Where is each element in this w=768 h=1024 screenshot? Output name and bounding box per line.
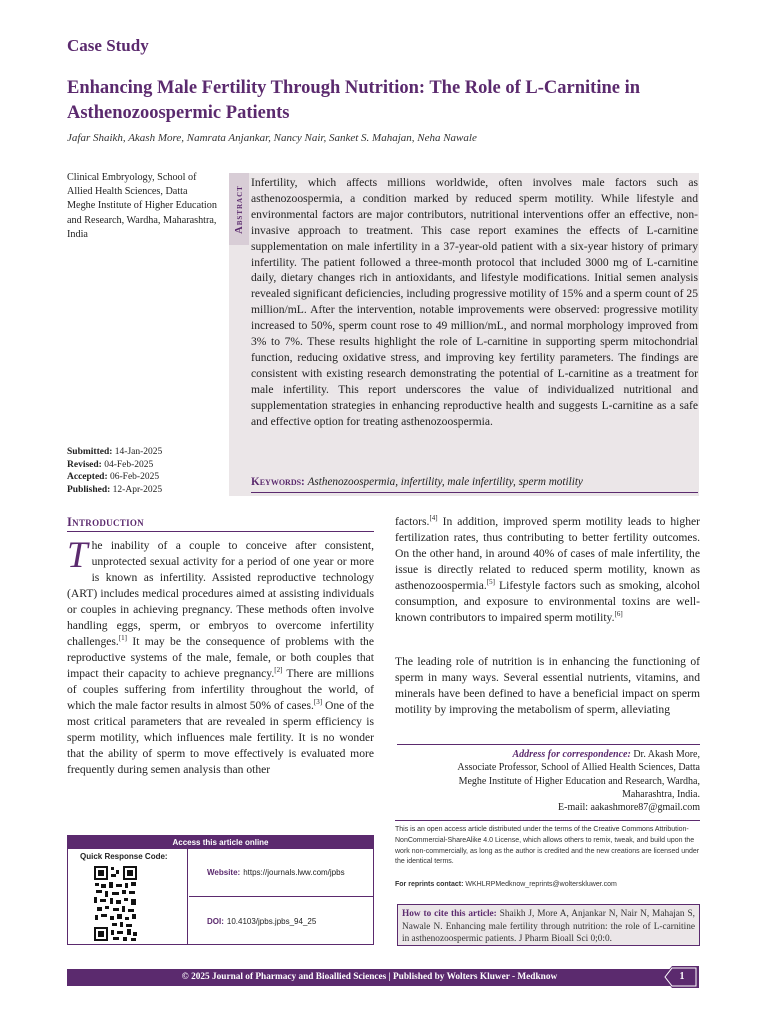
reprints-email[interactable]: WKHLRPMedknow_reprints@wolterskluwer.com bbox=[463, 881, 617, 888]
correspondence-email[interactable]: E-mail: aakashmore87@gmail.com bbox=[558, 802, 700, 814]
qr-code-icon[interactable] bbox=[93, 865, 138, 942]
website-link[interactable]: https://journals.lww.com/jpbs bbox=[243, 868, 345, 877]
website-cell bbox=[189, 849, 374, 897]
license-notice: This is an open access article distributed under the terms of the Creative Commons Attribution-NonCommercial-ShareAlike 4.0 License, which allows others to remix, tweak, and build upon the work non-commercially, as long as the author is credited and the new creations are licensed under the identical terms. bbox=[395, 820, 700, 868]
qr-label: Quick Response Code: bbox=[80, 852, 168, 861]
citation-box: How to cite this article: Shaikh J, More A, Anjankar N, Nair N, Mahajan S, Nawale N. Enhancing male fertility through nutrition: the role of L-carnitine in asthenozoospermic patients. J Pharm Bioall Sci 0;0:0. bbox=[397, 904, 700, 946]
article-dates bbox=[67, 446, 227, 496]
citation-ref[interactable]: [3] bbox=[313, 698, 323, 707]
page-number: 1 bbox=[679, 971, 685, 982]
doi-link[interactable]: 10.4103/jpbs.jpbs_94_25 bbox=[226, 917, 317, 926]
citation-ref[interactable]: [4] bbox=[429, 514, 438, 523]
abstract-text: Infertility, which affects millions worldwide, often involves male factors such as asthenozoospermia, a condition marked by reduced sperm motility. While lifestyle and environmental factors are major contributors, nutritional interventions offer an effective, non-invasive approach to treatment. This case report examines the effects of L-carnitine supplementation on male infertility in a 37-year-old patient with a six-year history of primary infertility. The patient followed a three-month protocol that included 3000 mg of L-carnitine daily, dietary changes rich in antioxidants, and lifestyle modifications. Initial semen analysis revealed significant deficiencies, including progressive motility of 15% and a sperm count of 25 million/mL. After the intervention, notable improvements were observed: progressive motility increased to 50%, sperm count rose to 49 million/mL, and normal morphology improved from 3% to 7%. These results highlight the role of L-carnitine in supporting sperm mitochondrial function, reducing oxidative stress, and improving key fertility parameters. The findings are consistent with existing research demonstrating the potential of L-carnitine as a treatment for male infertility. This report underscores the value of individualized nutritional and supplementation strategies in enhancing reproductive health and suggests L-carnitine as a safe and effective option for treating asthenozoospermia. bbox=[251, 176, 698, 428]
introduction-divider bbox=[67, 531, 374, 532]
citation-ref[interactable]: [1] bbox=[118, 634, 127, 643]
intro-column-right-p2: The leading role of nutrition is in enhancing the functioning of sperm in many ways. Several essential nutrients, vitamins, and minerals have been defined to have a beneficial impact on sperm motility by improving the metabolism of sperm, alleviating bbox=[395, 655, 700, 716]
submitted-date: Submitted: 14-Jan-2025 bbox=[67, 447, 163, 457]
keywords-label: Keywords: bbox=[251, 476, 305, 488]
affiliation: Clinical Embryology, School of Allied Health Sciences, Datta Meghe Institute of Higher Education and Research, Wardha, Maharashtra, India bbox=[67, 172, 217, 240]
abstract-tab-label: Abstract bbox=[233, 184, 245, 234]
footer-bar: © 2025 Journal of Pharmacy and Bioallied Sciences | Published by Wolters Kluwer - Medknow bbox=[67, 969, 672, 986]
intro-column-right-p1: factors.[4] In addition, improved sperm motility leads to higher fertilization rates, thus contributing to better fertility outcomes. On the other hand, in around 40% of cases of male infertility, the issue is directly related to reduced sperm motility, known as asthenozoospermia.[5] Lifestyle factors such as smoking, alcohol consumption, and exposure to environmental toxins are well-known contributors to impaired sperm motility.[6] bbox=[395, 514, 700, 624]
citation-label: How to cite this article: bbox=[402, 909, 497, 919]
qr-cell bbox=[68, 849, 188, 945]
keywords-list: Asthenozoospermia, infertility, male infertility, sperm motility bbox=[307, 476, 583, 488]
published-date: Published: 12-Apr-2025 bbox=[67, 484, 163, 495]
introduction-heading: Introduction bbox=[67, 515, 144, 529]
doi-cell bbox=[189, 898, 374, 945]
citation-ref[interactable]: [6] bbox=[614, 610, 623, 619]
citation-ref[interactable]: [5] bbox=[486, 578, 495, 587]
access-online-box bbox=[67, 835, 374, 945]
website-label: Website: bbox=[207, 868, 241, 877]
citation-ref[interactable]: [2] bbox=[274, 666, 283, 675]
revised-date: Revised: 04-Feb-2025 bbox=[67, 459, 154, 470]
accepted-date: Accepted: 06-Feb-2025 bbox=[67, 472, 160, 483]
keywords-divider bbox=[251, 492, 698, 493]
author-list: Jafar Shaikh, Akash More, Namrata Anjankar, Nancy Nair, Sanket S. Mahajan, Neha Nawale bbox=[67, 132, 477, 144]
doi-label: DOI: bbox=[207, 917, 224, 926]
intro-column-left: The inability of a couple to conceive after consistent, unprotected sexual activity for a period of one year or more is known as infertility. Assisted reproductive technology (ART) includes medical procedures aimed at assisting individuals or couples in achieving pregnancy. These methods often involve handling eggs, sperm, or embryos to overcome infertility challenges.[1] It may be the consequence of problems with the reproductive systems of the male, female, or both couples that impact their capacity to achieve pregnancy.[2] There are millions of couples suffering from infertility throughout the world, of which the male factor results in almost 50% of cases.[3] One of the most critical parameters that are revealed in sperm efficiency is sperm motility, which influences male fertility. It is no wonder that the ability of sperm to move effectively is evaluated more frequently during semen analysis than other bbox=[67, 535, 374, 776]
article-title: Enhancing Male Fertility Through Nutrition: The Role of L-Carnitine in Asthenozoospermic Patients bbox=[67, 78, 641, 123]
abstract-tab bbox=[229, 173, 249, 245]
reprints-contact: For reprints contact: WKHLRPMedknow_reprints@wolterskluwer.com bbox=[395, 881, 617, 888]
article-type: Case Study bbox=[67, 36, 149, 55]
keywords bbox=[251, 476, 698, 488]
correspondence-block: Address for correspondence: Dr. Akash More, Associate Professor, School of Allied Health Sciences, Datta Meghe Institute of Higher Education and Research, Wardha, Maharashtra, India. E-mail: aakashmore87@gmail.com bbox=[397, 744, 700, 814]
correspondence-label: Address for correspondence: bbox=[512, 749, 631, 760]
access-header: Access this article online bbox=[68, 836, 373, 849]
drop-cap: T bbox=[67, 535, 88, 576]
